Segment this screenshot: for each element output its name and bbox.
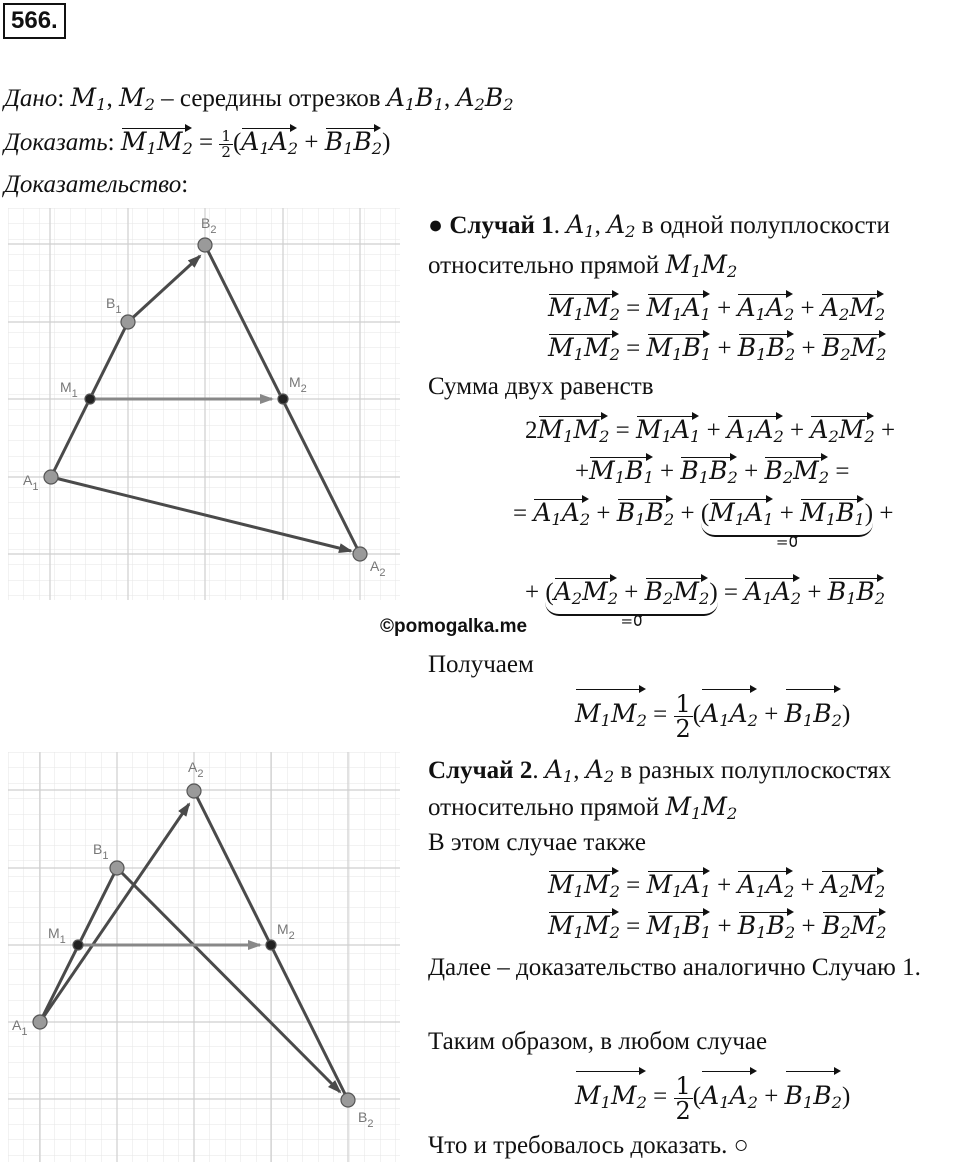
bullet: ●	[428, 212, 444, 239]
sum-line-2: $+M_1B_1 + B_1B_2 + B_2M_2$ =	[575, 456, 849, 493]
case1-line2: относительно прямой $M_1M_2$	[428, 250, 738, 281]
point-b2	[341, 1093, 355, 1107]
label-m1: $M_1$	[60, 379, 78, 400]
label-a2: $A_2$	[188, 759, 204, 780]
conclusion-result: $M_1M_2$ = $\frac{1}{2}$ $(A_1A_2 + B_1B_2)$	[575, 1070, 850, 1129]
label-a2: $A_2$	[370, 558, 386, 579]
case2-further: Далее – доказательство аналогично Случаю 1.	[428, 954, 921, 981]
label-m2: $M_2$	[289, 374, 307, 395]
proof-label: Доказательство	[4, 171, 182, 198]
zero-note-1: =0⃗	[775, 533, 799, 551]
point-a1	[33, 1015, 47, 1029]
case2-title: Случай 2	[428, 757, 533, 784]
sum-line-4: + $(A_2M_2 + B_2M_2)$ =0⃗ = $A_1A_2 + B_1B_2$	[525, 577, 886, 630]
label-a1: $A_1$	[12, 1017, 28, 1038]
label-b2: $B_2$	[201, 215, 217, 236]
case1-title: Случай 1	[449, 212, 554, 239]
qed-line: Что и требовалось доказать. ○	[428, 1132, 749, 1159]
problem-number: 566.	[3, 3, 66, 39]
label-m2: $M_2$	[277, 921, 295, 942]
prove-line: Доказать: $M_1M_2$ = $\frac{1}{2}$ $(A_1A_2 + B_1B_2)$	[4, 127, 390, 164]
given-label: Дано	[4, 85, 58, 112]
label-m1: $M_1$	[48, 925, 66, 946]
case2-line2: относительно прямой $M_1M_2$	[428, 792, 738, 823]
case1-eq1: $M_1M_2 = M_1A_1 + A_1A_2 + A_2M_2$	[548, 293, 885, 330]
result-label: Получаем	[428, 651, 534, 678]
point-a2	[353, 547, 367, 561]
case2-heading: Случай 2. $A_1$, $A_2$ в разных полуплоскостях	[428, 755, 892, 786]
label-b1: $B_1$	[93, 841, 109, 862]
point-m1	[73, 940, 83, 950]
label-b2: $B_2$	[358, 1109, 374, 1130]
case2-eq1: $M_1M_2 = M_1A_1 + A_1A_2 + A_2M_2$	[548, 870, 885, 907]
case1-eq2: $M_1M_2 = M_1B_1 + B_1B_2 + B_2M_2$	[548, 333, 887, 370]
case2-eq2: $M_1M_2 = M_1B_1 + B_1B_2 + B_2M_2$	[548, 911, 887, 948]
conclusion-intro: Таким образом, в любом случае	[428, 1028, 768, 1055]
sum-line-3: = $A_1A_2 + B_1B_2 + (M_1A_1 + M_1B_1)$ =0⃗ +	[513, 498, 894, 551]
case1-heading: ● Случай 1. $A_1$, $A_2$ в одной полуплоскости	[428, 210, 890, 241]
sum-line-1: $2M_1M_2 = M_1A_1 + A_1A_2 + A_2M_2$ +	[525, 415, 895, 452]
point-b2	[198, 238, 212, 252]
figure-case-1	[8, 208, 400, 600]
case1-result: $M_1M_2$ = $\frac{1}{2}$ $(A_1A_2 + B_1B_2)$	[575, 688, 850, 747]
watermark: ©pomogalka.me	[380, 616, 528, 637]
point-m1	[85, 394, 95, 404]
given-line: Дано: $M_1$, $M_2$ – середины отрезков $A_1B_1$, $A_2B_2$	[4, 83, 514, 114]
label-b1: $B_1$	[106, 295, 122, 316]
point-b1	[121, 315, 135, 329]
zero-note-2: =0⃗	[620, 612, 643, 630]
figure-case-2	[8, 752, 400, 1162]
point-m2	[278, 394, 288, 404]
point-b1	[110, 861, 124, 875]
prove-label: Доказать	[4, 129, 108, 156]
point-a1	[44, 470, 58, 484]
point-a2	[187, 784, 201, 798]
sum-label: Сумма двух равенств	[428, 373, 654, 400]
point-m2	[266, 940, 276, 950]
label-a1: $A_1$	[23, 472, 39, 493]
case2-also: В этом случае также	[428, 829, 646, 856]
